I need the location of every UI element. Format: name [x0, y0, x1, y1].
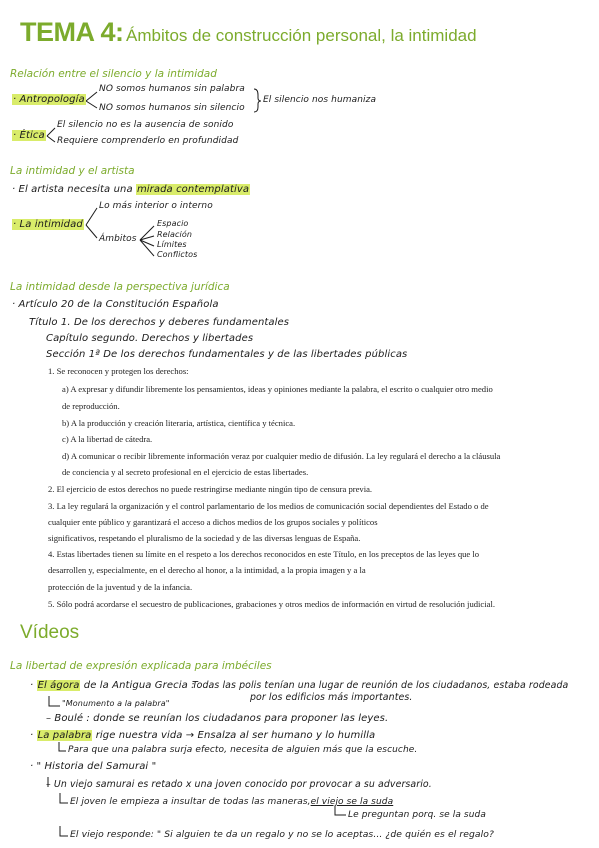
- ambito-item: Límites: [157, 240, 187, 249]
- videos-title: Vídeos: [20, 622, 80, 643]
- intimidad-label: · La intimidad: [13, 219, 83, 230]
- page-subtitle: Ámbitos de construcción personal, la intimidad: [126, 26, 477, 45]
- section-heading-silencio: Relación entre el silencio y la intimidad: [10, 68, 217, 80]
- videos-heading: La libertad de expresión explicada para imbéciles: [10, 660, 272, 672]
- ambito-item: Relación: [157, 230, 192, 239]
- artista-line: · El artista necesita una mirada contemplativa: [12, 184, 250, 195]
- ambito-item: Conflictos: [157, 250, 198, 259]
- article-line: 3. La ley regulará la organización y el control parlamentario de los medios de comunicación social dependientes del Estado o de: [48, 501, 489, 511]
- article-line: cualquier ente público y garantizará el acceso a dichos medios de los grupos sociales y políticos: [48, 517, 378, 527]
- article-line: d) A comunicar o recibir libremente información veraz por cualquier medio de difusión. La ley regulará el derecho a la cláusula: [62, 451, 501, 461]
- article-line: protección de la juventud y de la infancia.: [48, 582, 193, 592]
- etica-label: · Ética: [13, 130, 45, 141]
- preguntan-line: Le preguntan porq. se la suda: [348, 810, 486, 820]
- section-heading-artista: La intimidad y el artista: [10, 165, 135, 177]
- page-title: TEMA 4:: [20, 17, 124, 47]
- capitulo-line: Capítulo segundo. Derechos y libertades: [46, 333, 254, 344]
- samurai-heading: · " Historia del Samurai ": [30, 761, 157, 772]
- section-heading-juridica: La intimidad desde la perspectiva jurídica: [10, 281, 230, 293]
- branch-silencio: NO somos humanos sin silencio: [99, 103, 245, 113]
- seccion-line: Sección 1ª De los derechos fundamentales y de las libertades públicas: [46, 349, 408, 360]
- article-line: 2. El ejercicio de estos derechos no puede restringirse mediante ningún tipo de censura previa.: [48, 484, 373, 494]
- joven-line: El joven le empieza a insultar de todas las maneras,el viejo se la suda: [70, 797, 394, 807]
- agora-desc-2: por los edificios más importantes.: [250, 692, 413, 703]
- articulo-line: · Artículo 20 de la Constitución Española: [12, 299, 219, 310]
- boule-line: – Boulé : donde se reunían los ciudadanos para proponer las leyes.: [46, 713, 389, 724]
- article-line: 5. Sólo podrá acordarse el secuestro de publicaciones, grabaciones y otros medios de información en virtud de resolución judicial.: [48, 599, 495, 609]
- article-line: c) A la libertad de cátedra.: [62, 434, 153, 444]
- article-line: b) A la producción y creación literaria, artística, científica y técnica.: [62, 418, 296, 428]
- etica-branch-1: El silencio no es la ausencia de sonido: [57, 120, 234, 130]
- titulo-line: Título 1. De los derechos y deberes fundamentales: [29, 317, 290, 328]
- agora-line: · El ágora de la Antigua Grecia :: [30, 680, 195, 691]
- branch-palabra: NO somos humanos sin palabra: [99, 84, 245, 94]
- viejo-line: – Un viejo samurai es retado x una joven conocido por provocar a su adversario.: [46, 779, 432, 790]
- palabra-line: · La palabra rige nuestra vida → Ensalza al ser humano y lo humilla: [30, 730, 376, 741]
- article-line: de reproducción.: [62, 401, 120, 411]
- responde-line: El viejo responde: " Si alguien te da un regalo y no se lo aceptas... ¿de quién es el regalo?: [70, 829, 495, 840]
- palabra-sub: Para que una palabra surja efecto, necesita de alguien más que la escuche.: [68, 745, 418, 755]
- article-line: significativos, respetando el pluralismo de la sociedad y de las diversas lenguas de España.: [48, 533, 361, 543]
- article-line: 4. Estas libertades tienen su límite en el respeto a los derechos reconocidos en este Título, en los preceptos de las leyes que lo: [48, 549, 480, 559]
- article-line: de conciencia y al secreto profesional en el ejercicio de estas libertades.: [62, 467, 309, 477]
- article-line: a) A expresar y difundir libremente los pensamientos, ideas y opiniones mediante la palabra, el escrito o cualquier otro medio: [62, 384, 493, 394]
- article-line: desarrollen y, especialmente, en el derecho al honor, a la intimidad, a la propia imagen y a la: [48, 565, 366, 575]
- article-line: 1. Se reconocen y protegen los derechos:: [48, 366, 189, 376]
- ambito-item: Espacio: [157, 219, 189, 228]
- agora-desc-1: Todas las polis tenían una lugar de reunión de los ciudadanos, estaba rodeada: [192, 680, 569, 691]
- monumento-note: "Monumento a la palabra": [62, 699, 170, 708]
- etica-branch-2: Requiere comprenderlo en profundidad: [57, 136, 239, 146]
- antropologia-label: · Antropología: [13, 94, 85, 105]
- lo-mas-interior: Lo más interior o interno: [99, 201, 213, 211]
- ambitos-label: Ámbitos: [99, 234, 137, 244]
- brace-conclusion: El silencio nos humaniza: [263, 95, 377, 105]
